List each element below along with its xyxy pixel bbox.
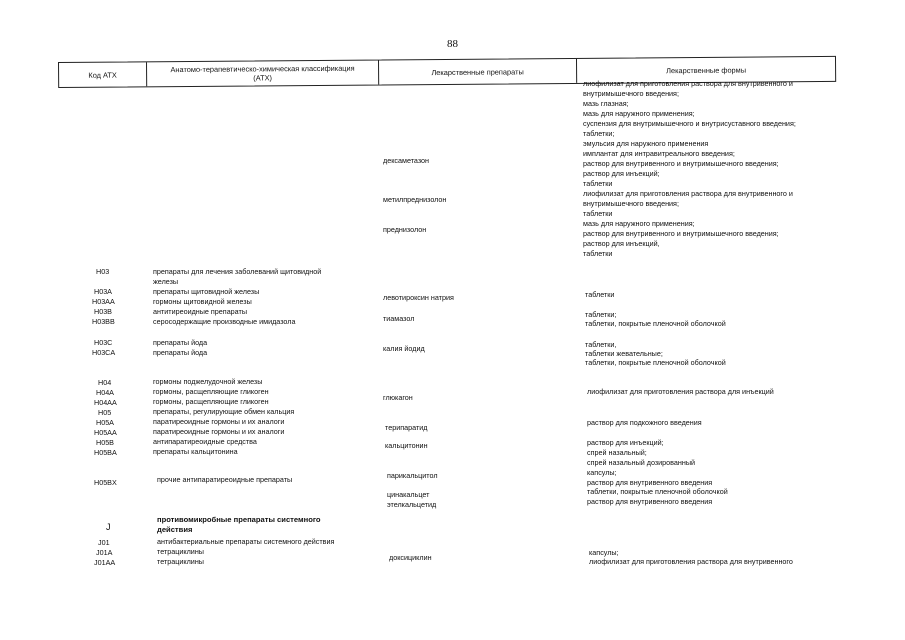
atx-class: гормоны, расщепляющие гликоген — [153, 397, 269, 406]
atx-code: J01 — [98, 538, 110, 547]
dosage-form: капсулы; — [587, 468, 617, 477]
atx-class: железы — [153, 277, 179, 286]
dosage-form: спрей назальный; — [587, 448, 647, 457]
atx-code: H05 — [98, 408, 112, 417]
atx-code: H03BB — [92, 317, 115, 326]
atx-class: препараты, регулирующие обмен кальция — [153, 407, 295, 416]
drug-name: парикальцитол — [387, 471, 438, 480]
dosage-form: раствор для внутривенного введения — [587, 497, 713, 506]
dosage-form: таблетки — [585, 290, 615, 299]
header-code: Код АТХ — [59, 62, 147, 87]
atx-code: H03C — [94, 338, 113, 347]
atx-class: препараты щитовидной железы — [153, 287, 260, 296]
atx-class: антипаратиреоидные средства — [153, 437, 257, 446]
atx-code: H05BX — [94, 478, 117, 487]
dosage-form: лиофилизат для приготовления раствора для внутривенного — [589, 557, 793, 566]
atx-class: действия — [157, 525, 193, 534]
atx-class: тетрациклины — [157, 547, 204, 556]
atx-class: антитиреоидные препараты — [153, 307, 247, 316]
atx-class: препараты йода — [153, 348, 208, 357]
dosage-form: таблетки жевательные; — [585, 349, 663, 358]
dosage-form: таблетки — [583, 179, 613, 188]
drug-name: цинакальцет — [387, 490, 430, 499]
atx-code: H04AA — [94, 398, 117, 407]
atx-class: антибактериальные препараты системного действия — [157, 537, 335, 546]
dosage-form: раствор для внутривенного и внутримышечного введения; — [583, 229, 779, 238]
atx-class: гормоны, расщепляющие гликоген — [153, 387, 269, 396]
dosage-form: раствор для инъекций; — [583, 169, 660, 178]
atx-code: H03B — [94, 307, 112, 316]
dosage-form: имплантат для интравитреального введения; — [583, 149, 735, 158]
atx-class: гормоны поджелудочной железы — [153, 377, 263, 386]
atx-class: противомикробные препараты системного — [157, 515, 321, 524]
drug-name: доксициклин — [389, 553, 432, 562]
header-forms: Лекарственные формы — [666, 65, 747, 75]
dosage-form: таблетки — [583, 249, 613, 258]
atx-class: препараты для лечения заболеваний щитовидной — [153, 267, 322, 276]
dosage-form: раствор для внутривенного и внутримышечного введения; — [583, 159, 779, 168]
atx-class: препараты йода — [153, 338, 208, 347]
dosage-form: раствор для инъекций, — [583, 239, 660, 248]
dosage-form: таблетки, покрытые пленочной оболочкой — [585, 319, 726, 328]
atx-code: H03A — [94, 287, 112, 296]
dosage-form: мазь глазная; — [583, 99, 629, 108]
atx-code: H05AA — [94, 428, 117, 437]
dosage-form: внутримышечного введения; — [583, 199, 679, 208]
drug-name: левотироксин натрия — [383, 293, 454, 302]
atx-class: тетрациклины — [157, 557, 204, 566]
drug-name: терипаратид — [385, 423, 428, 432]
drug-name: глюкагон — [383, 393, 413, 402]
atx-code: J — [106, 522, 111, 532]
dosage-form: таблетки; — [585, 310, 617, 319]
atx-code: H03AA — [92, 297, 115, 306]
drug-name: кальцитонин — [385, 441, 428, 450]
atx-code: H04 — [98, 378, 112, 387]
dosage-form: мазь для наружного применения; — [583, 109, 695, 118]
atx-class: серосодержащие производные имидазола — [153, 317, 296, 326]
atx-code: H05A — [96, 418, 114, 427]
header-drugs: Лекарственные препараты — [379, 59, 577, 85]
atx-code: H05B — [96, 438, 114, 447]
atx-code: H03CA — [92, 348, 116, 357]
dosage-form: таблетки, покрытые пленочной оболочкой — [585, 358, 726, 367]
atx-code: J01A — [96, 548, 113, 557]
dosage-form: капсулы; — [589, 548, 619, 557]
dosage-form: раствор для подкожного введения — [587, 418, 702, 427]
dosage-form: таблетки, покрытые пленочной оболочкой — [587, 487, 728, 496]
dosage-form: внутримышечного введения; — [583, 89, 679, 98]
dosage-form: спрей назальный дозированный — [587, 458, 696, 467]
dosage-form: раствор для инъекций; — [587, 438, 664, 447]
atx-class: паратиреоидные гормоны и их аналоги — [153, 417, 285, 426]
dosage-form: эмульсия для наружного применения — [583, 139, 709, 148]
atx-class: прочие антипаратиреоидные препараты — [157, 475, 293, 484]
atx-code: H05BA — [94, 448, 117, 457]
atx-class: препараты кальцитонина — [153, 447, 238, 456]
dosage-form: суспензия для внутримышечного и внутрисуставного введения; — [583, 119, 796, 128]
drug-name: преднизолон — [383, 225, 427, 234]
atx-class: гормоны щитовидной железы — [153, 297, 252, 306]
dosage-form: лиофилизат для приготовления раствора для внутривенного и — [583, 79, 793, 88]
dosage-form: мазь для наружного применения; — [583, 219, 695, 228]
drug-name: этелкальцетид — [387, 500, 437, 509]
atx-class: паратиреоидные гормоны и их аналоги — [153, 427, 285, 436]
atx-code: H03 — [96, 267, 110, 276]
dosage-form: таблетки; — [583, 129, 615, 138]
atx-code: J01AA — [94, 558, 116, 567]
page-number: 88 — [447, 38, 458, 50]
dosage-form: таблетки, — [585, 340, 617, 349]
dosage-form: лиофилизат для приготовления раствора для внутривенного и — [583, 189, 793, 198]
header-classification: Анатомо-терапевтическо-химическая классификация (АТХ) — [147, 60, 379, 86]
dosage-form: лиофилизат для приготовления раствора для инъекций — [587, 387, 774, 396]
drug-name: метилпреднизолон — [383, 195, 447, 204]
drug-name: дексаметазон — [383, 156, 430, 165]
dosage-form: таблетки — [583, 209, 613, 218]
dosage-form: раствор для внутривенного введения — [587, 478, 713, 487]
drug-name: калия йодид — [383, 344, 425, 353]
atx-code: H04A — [96, 388, 114, 397]
drug-name: тиамазол — [383, 314, 415, 323]
